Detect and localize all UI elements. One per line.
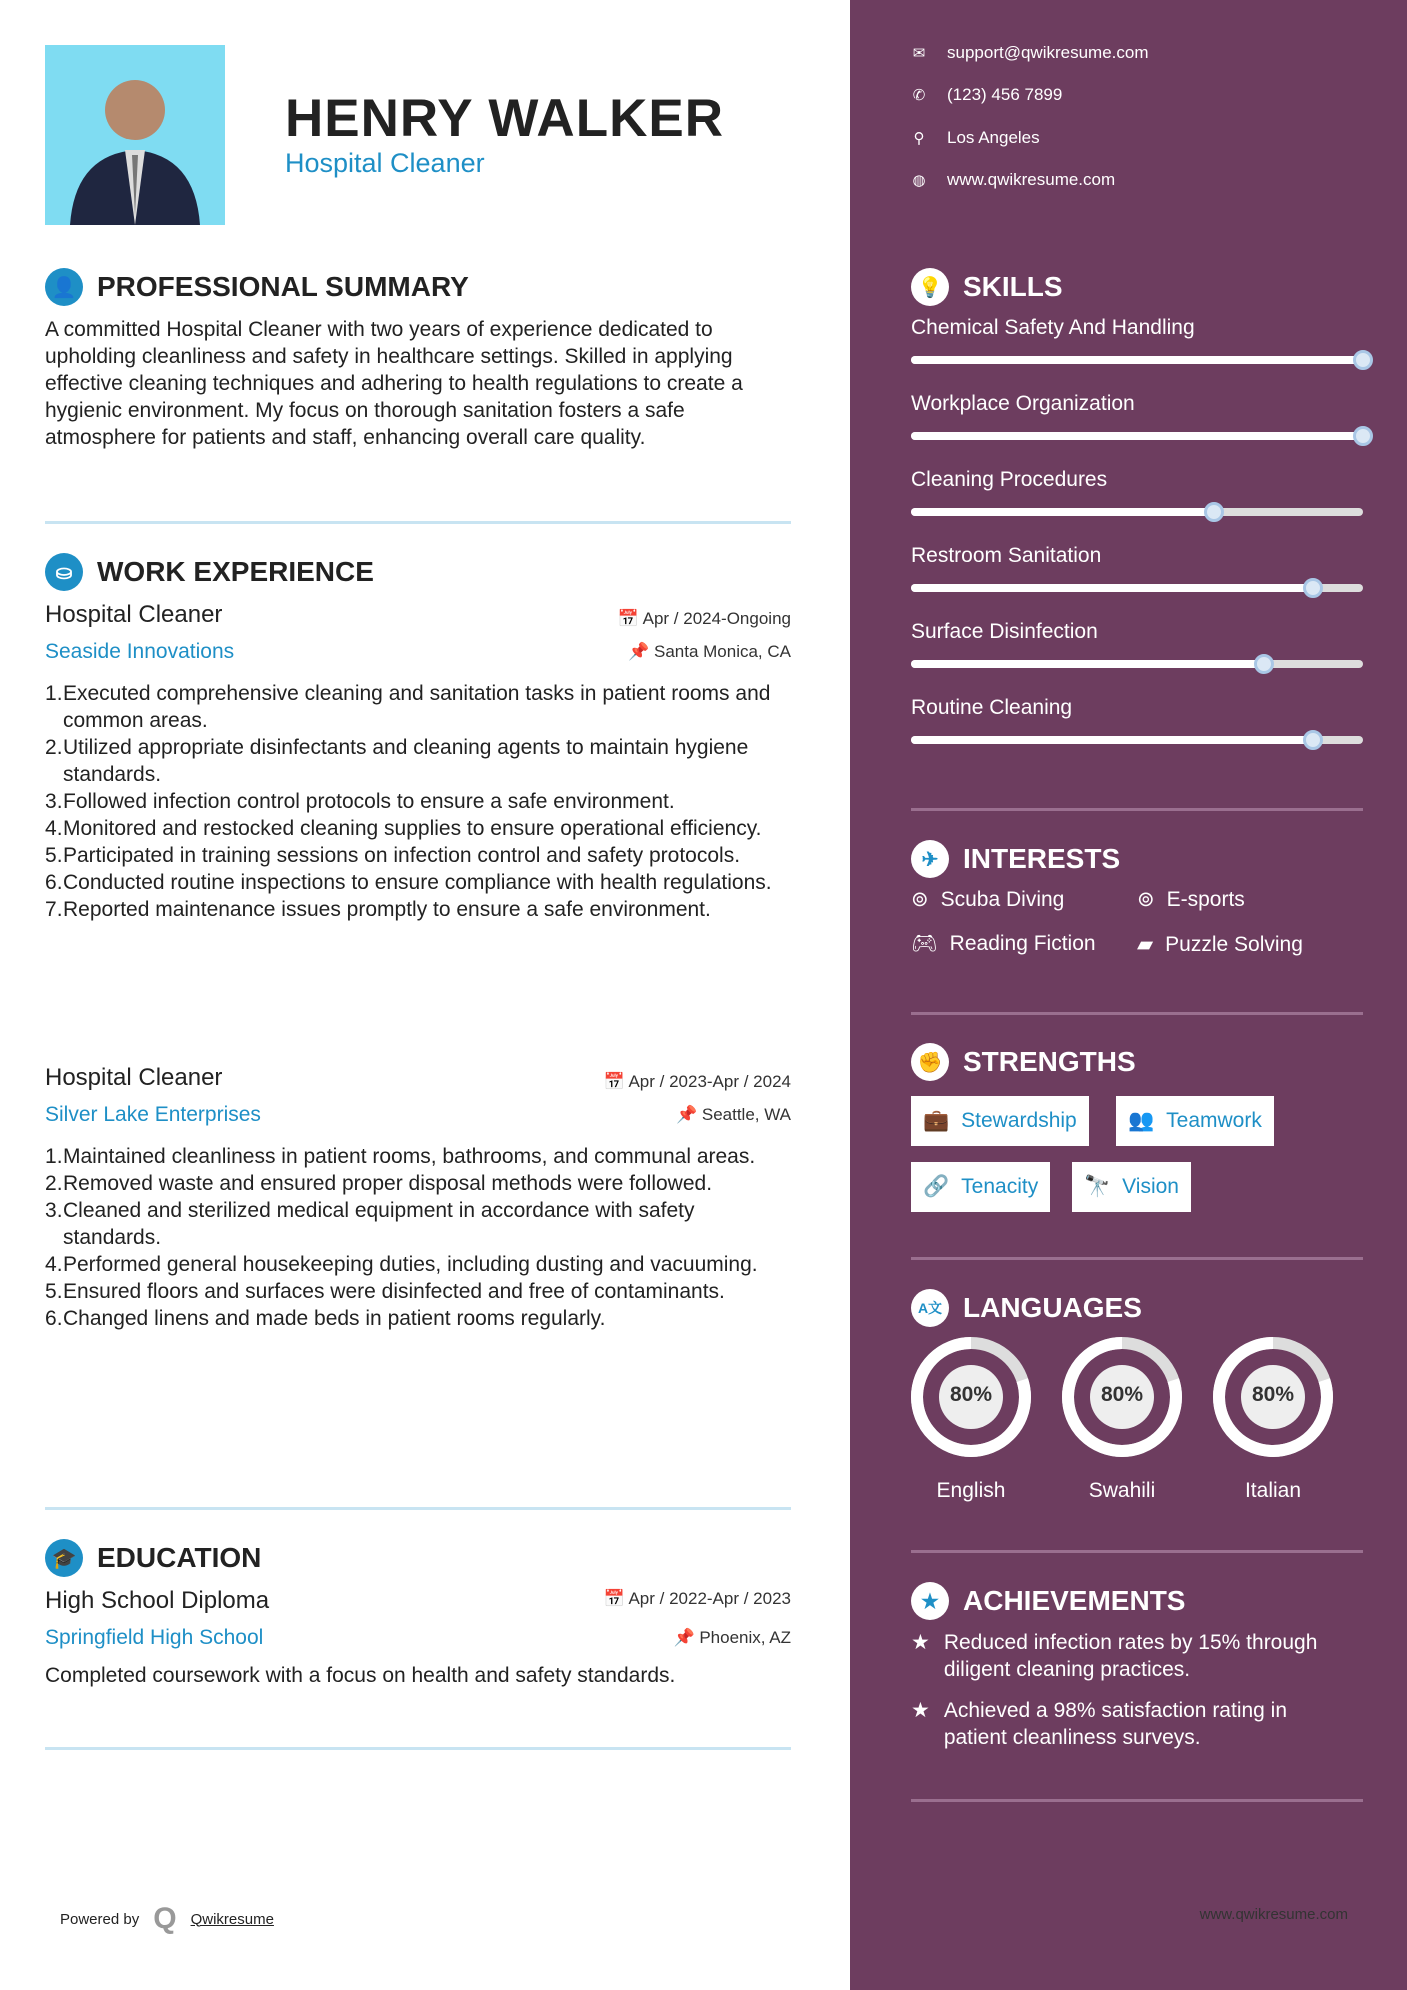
star-icon: ★: [911, 1582, 949, 1620]
language-label: Italian: [1244, 1479, 1302, 1502]
life-ring-icon: ⊚: [1137, 888, 1155, 911]
skill-fill: [911, 356, 1363, 364]
achievement-item: ★ Reduced infection rates by 15% through diligent cleaning practices.: [911, 1631, 1318, 1681]
skill-fill: [911, 584, 1313, 592]
skills-heading: 💡 SKILLS: [911, 268, 1063, 306]
job-title: Hospital Cleaner: [45, 601, 223, 628]
job-bullets: [45, 680, 791, 923]
language-percent: 80%: [949, 1383, 993, 1406]
job-bullet: Changed linens and made beds in patient rooms regularly.: [63, 1307, 606, 1330]
star-icon: ★: [911, 1699, 930, 1722]
education-text: Completed coursework with a focus on health and safety standards.: [45, 1664, 676, 1687]
qwikresume-link[interactable]: Qwikresume: [190, 1910, 274, 1928]
skill-fill: [911, 660, 1264, 668]
footer-url: www.qwikresume.com: [1199, 1906, 1348, 1923]
briefcase-icon: 💼: [923, 1109, 950, 1132]
skill-bar: [911, 660, 1363, 668]
strength-chip: 🔭 Vision: [1072, 1162, 1191, 1212]
divider: [911, 808, 1363, 811]
skill-knob: [1353, 426, 1373, 446]
job-bullet: Conducted routine inspections to ensure compliance with health regulations.: [63, 871, 772, 894]
divider: [911, 1257, 1363, 1260]
lightbulb-icon: 💡: [911, 268, 949, 306]
skill-knob: [1353, 350, 1373, 370]
link-icon: 🔗: [923, 1175, 950, 1198]
skill-label: Cleaning Procedures: [911, 468, 1108, 491]
degree: High School Diploma: [45, 1587, 270, 1614]
strength-chip: 👥 Teamwork: [1116, 1096, 1274, 1146]
achievements-heading: ★ ACHIEVEMENTS: [911, 1582, 1185, 1620]
interest-item: ⊚ E-sports: [1137, 887, 1245, 911]
skill-bar: [911, 508, 1363, 516]
divider: [45, 1507, 791, 1510]
language-percent: 80%: [1100, 1383, 1144, 1406]
language-item: [1211, 1335, 1335, 1503]
job-title: Hospital Cleaner: [45, 1064, 223, 1091]
translate-icon: A文: [911, 1289, 949, 1327]
job-location: 📌 Seattle, WA: [675, 1105, 791, 1124]
job-company: Seaside Innovations: [45, 640, 235, 663]
phone-icon: ✆: [912, 87, 926, 104]
divider: [911, 1799, 1363, 1802]
languages-heading: A文 LANGUAGES: [911, 1289, 1142, 1327]
candidate-name: HENRY WALKER: [285, 89, 724, 148]
skill-fill: [911, 736, 1313, 744]
strengths-heading: ✊ STRENGTHS: [911, 1043, 1136, 1081]
skill-bar: [911, 356, 1363, 364]
book-icon: ▰: [1137, 933, 1154, 956]
fist-icon: ✊: [911, 1043, 949, 1081]
skill-item: [911, 544, 1363, 592]
job-company: Silver Lake Enterprises: [45, 1103, 261, 1126]
users-icon: 👥: [1128, 1109, 1155, 1132]
job-bullet: Cleaned and sterilized medical equipment in accordance with safety standards.: [63, 1199, 695, 1249]
education-dates: 📅 Apr / 2022-Apr / 2023: [603, 1589, 791, 1608]
skill-bar: [911, 584, 1363, 592]
divider: [45, 521, 791, 524]
user-icon: 👤: [45, 268, 83, 306]
globe-icon: ◍: [912, 172, 926, 189]
skill-label: Routine Cleaning: [911, 696, 1073, 719]
map-pin-icon: ⚲: [913, 130, 925, 147]
gamepad-icon: 🎮︎: [911, 932, 938, 955]
star-icon: ★: [911, 1631, 930, 1654]
chair-icon: ⛀: [45, 553, 83, 591]
skill-bar: [911, 736, 1363, 744]
divider: [911, 1550, 1363, 1553]
interest-item: ▰ Puzzle Solving: [1137, 932, 1303, 956]
school: Springfield High School: [45, 1626, 264, 1649]
skill-label: Surface Disinfection: [911, 620, 1098, 643]
qwikresume-logo-icon: Q: [153, 1902, 177, 1935]
job-bullet: Reported maintenance issues promptly to ensure a safe environment.: [63, 898, 711, 921]
job-bullet: Followed infection control protocols to ensure a safe environment.: [63, 790, 675, 813]
powered-by-label: Powered by: [60, 1910, 140, 1928]
envelope-icon: ✉: [912, 45, 926, 62]
skill-knob: [1254, 654, 1274, 674]
education-location: 📌 Phoenix, AZ: [673, 1628, 791, 1647]
skill-item: [911, 468, 1363, 516]
job-bullet: Monitored and restocked cleaning supplies to ensure operational efficiency.: [63, 817, 762, 840]
divider: [911, 1012, 1363, 1015]
divider: [45, 1747, 791, 1750]
job-bullet: Performed general housekeeping duties, including dusting and vacuuming.: [63, 1253, 758, 1276]
job-bullet: Removed waste and ensured proper disposal methods were followed.: [63, 1172, 713, 1195]
skill-item: [911, 696, 1363, 744]
job-location: 📌 Santa Monica, CA: [628, 642, 791, 661]
life-ring-icon: ⊚: [911, 888, 929, 911]
footer-powered: [60, 1902, 274, 1936]
education-heading: 🎓 EDUCATION: [45, 1539, 261, 1577]
candidate-title: Hospital Cleaner: [285, 148, 485, 178]
skill-label: Chemical Safety And Handling: [911, 316, 1195, 339]
language-label: English: [936, 1479, 1006, 1502]
interest-item: ⊚ Scuba Diving: [911, 887, 1065, 911]
profile-photo: [45, 45, 225, 225]
summary-heading: 👤 PROFESSIONAL SUMMARY: [45, 268, 469, 306]
job-bullet: Executed comprehensive cleaning and sanitation tasks in patient rooms and common areas.: [63, 682, 771, 732]
contact-location: ⚲ Los Angeles: [911, 128, 1040, 148]
skill-item: [911, 620, 1363, 668]
job-bullet: Participated in training sessions on infection control and safety protocols.: [63, 844, 741, 867]
interests-heading: ✈ INTERESTS: [911, 840, 1120, 878]
job-bullets: [45, 1143, 791, 1332]
summary-text: A committed Hospital Cleaner with two years of experience dedicated to upholding cleanliness and safety in healthcare settings. Skilled in applying effective cleaning techniques and adhering to health regulations to create a hygienic environment. My focus on thorough sanitation fosters a safe atmosphere for patients and staff, enhancing overall care quality.: [45, 318, 743, 449]
language-label: Swahili: [1088, 1479, 1156, 1502]
skill-fill: [911, 432, 1363, 440]
interest-item: 🎮︎ Reading Fiction: [911, 932, 1096, 955]
skill-fill: [911, 508, 1214, 516]
skill-label: Workplace Organization: [911, 392, 1135, 415]
graduate-icon: 🎓: [45, 1539, 83, 1577]
strength-chip: 🔗 Tenacity: [911, 1162, 1050, 1212]
job-bullet: Ensured floors and surfaces were disinfected and free of contaminants.: [63, 1280, 725, 1303]
contact-email: ✉ support@qwikresume.com: [912, 43, 1149, 62]
language-percent: 80%: [1251, 1383, 1295, 1406]
binoculars-icon: 🔭: [1084, 1175, 1111, 1198]
skill-item: [911, 316, 1363, 364]
language-item: [1060, 1335, 1184, 1503]
strength-chip: 💼 Stewardship: [911, 1096, 1089, 1146]
skill-label: Restroom Sanitation: [911, 544, 1102, 567]
job-bullet: Utilized appropriate disinfectants and cleaning agents to maintain hygiene standards.: [63, 736, 749, 786]
contact-phone: ✆ (123) 456 7899: [912, 85, 1063, 104]
achievement-item: ★ Achieved a 98% satisfaction rating in patient cleanliness surveys.: [911, 1699, 1288, 1749]
language-item: [909, 1335, 1033, 1503]
contact-website: ◍ www.qwikresume.com: [912, 170, 1116, 189]
experience-heading: ⛀ WORK EXPERIENCE: [45, 553, 374, 591]
paper-plane-icon: ✈: [911, 840, 949, 878]
job-dates: 📅 Apr / 2024-Ongoing: [617, 609, 791, 628]
skill-item: [911, 392, 1363, 440]
skill-knob: [1204, 502, 1224, 522]
job-bullet: Maintained cleanliness in patient rooms, bathrooms, and communal areas.: [63, 1145, 756, 1168]
job-dates: 📅 Apr / 2023-Apr / 2024: [603, 1072, 791, 1091]
skill-bar: [911, 432, 1363, 440]
